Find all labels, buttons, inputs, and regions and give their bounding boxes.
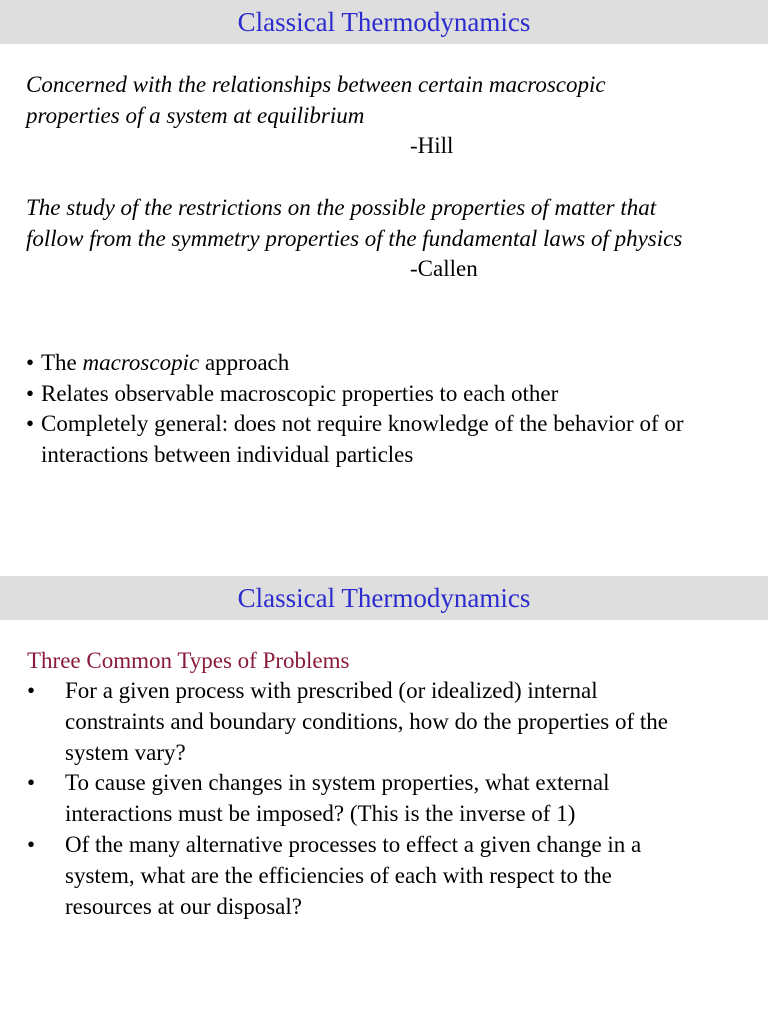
item-line: constraints and boundary conditions, how do the properties of the <box>65 708 668 734</box>
item-line: interactions between individual particles <box>41 441 414 467</box>
bullet-icon: • <box>27 770 36 796</box>
slide-2 <box>0 576 768 1024</box>
item-line: Completely general: does not require knowledge of the behavior of or <box>41 411 684 436</box>
bullet-icon: • <box>26 350 35 375</box>
slide-title: Classical Thermodynamics <box>0 0 768 44</box>
item-line: resources at our disposal? <box>65 893 302 919</box>
bullet-icon: • <box>27 831 36 857</box>
hill-attribution: -Hill <box>410 133 454 158</box>
quote-line: Concerned with the relationships between certain macroscopic <box>26 72 606 97</box>
callen-attribution: -Callen <box>410 256 478 281</box>
list-item <box>27 768 668 830</box>
item-line: interactions must be imposed? (This is the inverse of 1) <box>65 801 576 827</box>
list-item <box>26 379 684 410</box>
item-line: For a given process with prescribed (or idealized) internal <box>65 678 598 703</box>
bullet-icon: • <box>26 380 35 406</box>
quote-line: properties of a system at equilibrium <box>26 102 365 128</box>
list-item <box>27 830 668 922</box>
approach-bullet-list <box>26 348 684 470</box>
hill-quote <box>26 70 606 131</box>
item-line: system, what are the efficiencies of each with respect to the <box>65 862 612 888</box>
callen-quote <box>26 193 682 254</box>
quote-line: The study of the restrictions on the possible properties of matter that <box>26 195 657 220</box>
item-text: approach <box>199 350 290 375</box>
bullet-icon: • <box>26 411 35 436</box>
item-text: The <box>41 350 83 375</box>
list-item <box>26 409 684 470</box>
slide-title: Classical Thermodynamics <box>0 576 768 620</box>
item-line: To cause given changes in system properties, what external <box>65 770 610 796</box>
problem-types-list <box>27 676 668 922</box>
item-line: Of the many alternative processes to effect a given change in a <box>65 831 642 857</box>
section-subheading: Three Common Types of Problems <box>27 648 350 673</box>
quote-line: follow from the symmetry properties of the fundamental laws of physics <box>26 225 683 251</box>
list-item <box>26 348 684 379</box>
list-item <box>27 676 668 768</box>
item-text: Relates observable macroscopic properties to each other <box>41 380 559 406</box>
emphasis-text: macroscopic <box>82 350 200 375</box>
bullet-icon: • <box>27 678 36 703</box>
item-line: system vary? <box>65 739 186 765</box>
